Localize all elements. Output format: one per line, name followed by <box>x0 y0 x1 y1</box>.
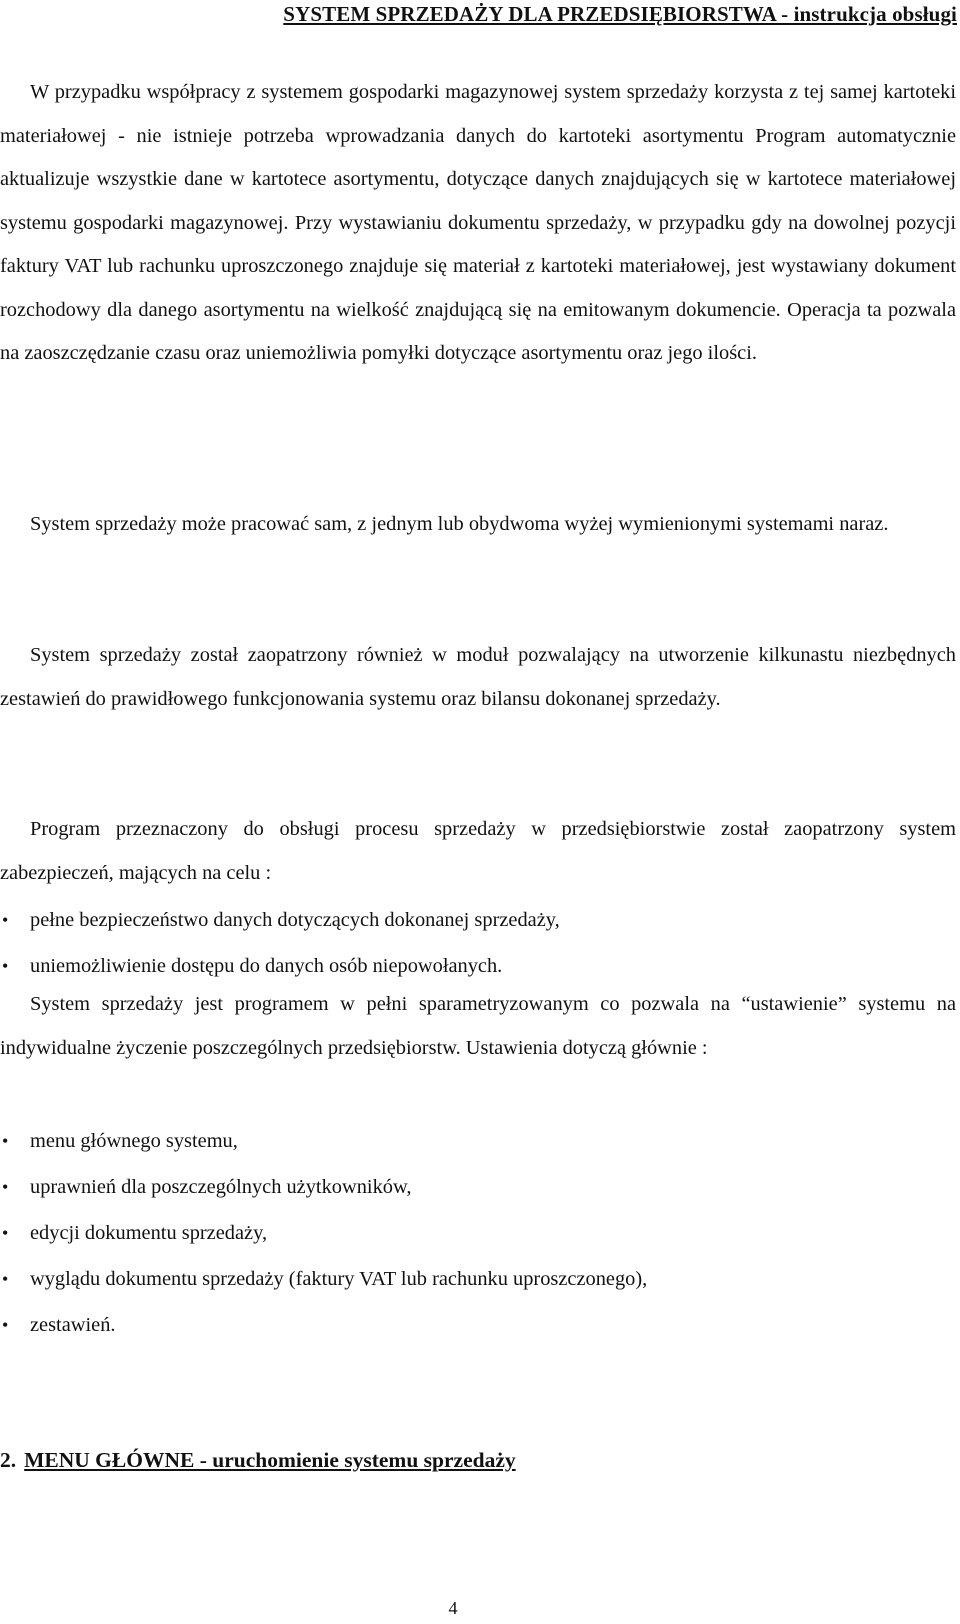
paragraph-text: System sprzedaży jest programem w pełni sparametryzowanym co pozwala na “ustawienie” systemu na indywidualne życzenie poszczególnych przedsiębiorstw. Ustawienia dotyczą głównie : <box>0 993 956 1059</box>
paragraph-text: W przypadku współpracy z systemem gospodarki magazynowej system sprzedaży korzysta z tej samej kartoteki materiałowej - nie istnieje potrzeba wprowadzania danych do kartoteki asortymentu Program automatycznie aktualizuje wszystkie dane w kartotece asortymentu, dotyczące danych znajdujących się w kartotece materiałowej systemu gospodarki magazynowej. Przy wystawianiu dokumentu sprzedaży, w przypadku gdy na dowolnej pozycji faktury VAT lub rachunku uproszczonego znajduje się materiał z kartoteki materiałowej, jest wystawiany dokument rozchodowy dla danego asortymentu na wielkość znajdującą się na emitowanym dokumencie. Operacja ta pozwala na zaoszczędzanie czasu oraz uniemożliwia pomyłki dotyczące asortymentu oraz jego ilości. <box>0 81 956 364</box>
list-item-text: edycji dokumentu sprzedaży, <box>30 1222 268 1244</box>
section-number: 2. <box>0 1448 17 1472</box>
list-item <box>0 1302 956 1348</box>
section-heading <box>0 1448 516 1473</box>
settings-list <box>0 1118 956 1348</box>
page-number: 4 <box>448 1598 458 1618</box>
list-item-text: uniemożliwienie dostępu do danych osób niepowołanych. <box>30 955 503 977</box>
paragraph-reports <box>0 634 956 721</box>
list-item-text: pełne bezpieczeństwo danych dotyczących dokonanej sprzedaży, <box>30 909 560 931</box>
paragraph-standalone <box>0 503 956 547</box>
list-item-text: zestawień. <box>30 1314 116 1336</box>
bullet-icon: • <box>2 1223 9 1243</box>
page-header: SYSTEM SPRZEDAŻY DLA PRZEDSIĘBIORSTWA - instrukcja obsługi <box>283 2 957 26</box>
bullet-icon: • <box>2 1315 9 1335</box>
bullet-icon: • <box>2 1269 9 1289</box>
paragraph-text: Program przeznaczony do obsługi procesu sprzedaży w przedsiębiorstwie został zaopatrzony system zabezpieczeń, mających na celu : <box>0 818 956 884</box>
bullet-icon: • <box>2 956 9 976</box>
section-title: MENU GŁÓWNE - uruchomienie systemu sprzedaży <box>24 1448 516 1472</box>
paragraph-text: System sprzedaży został zaopatrzony również w moduł pozwalający na utworzenie kilkunastu niezbędnych zestawień do prawidłowego funkcjonowania systemu oraz bilansu dokonanej sprzedaży. <box>0 644 956 710</box>
security-list <box>0 897 956 989</box>
paragraph-security <box>0 808 956 895</box>
list-item <box>0 1256 956 1302</box>
paragraph-settings <box>0 983 956 1070</box>
list-item-text: wyglądu dokumentu sprzedaży (faktury VAT lub rachunku uproszczonego), <box>30 1268 648 1290</box>
list-item <box>0 1164 956 1210</box>
bullet-icon: • <box>2 1131 9 1151</box>
paragraph-integration <box>0 71 956 376</box>
list-item <box>0 1210 956 1256</box>
list-item <box>0 897 956 943</box>
bullet-icon: • <box>2 910 9 930</box>
list-item <box>0 1118 956 1164</box>
bullet-icon: • <box>2 1177 9 1197</box>
paragraph-text: System sprzedaży może pracować sam, z jednym lub obydwoma wyżej wymienionymi systemami naraz. <box>30 513 889 535</box>
list-item-text: menu głównego systemu, <box>30 1130 238 1152</box>
list-item-text: uprawnień dla poszczególnych użytkowników, <box>30 1176 412 1198</box>
